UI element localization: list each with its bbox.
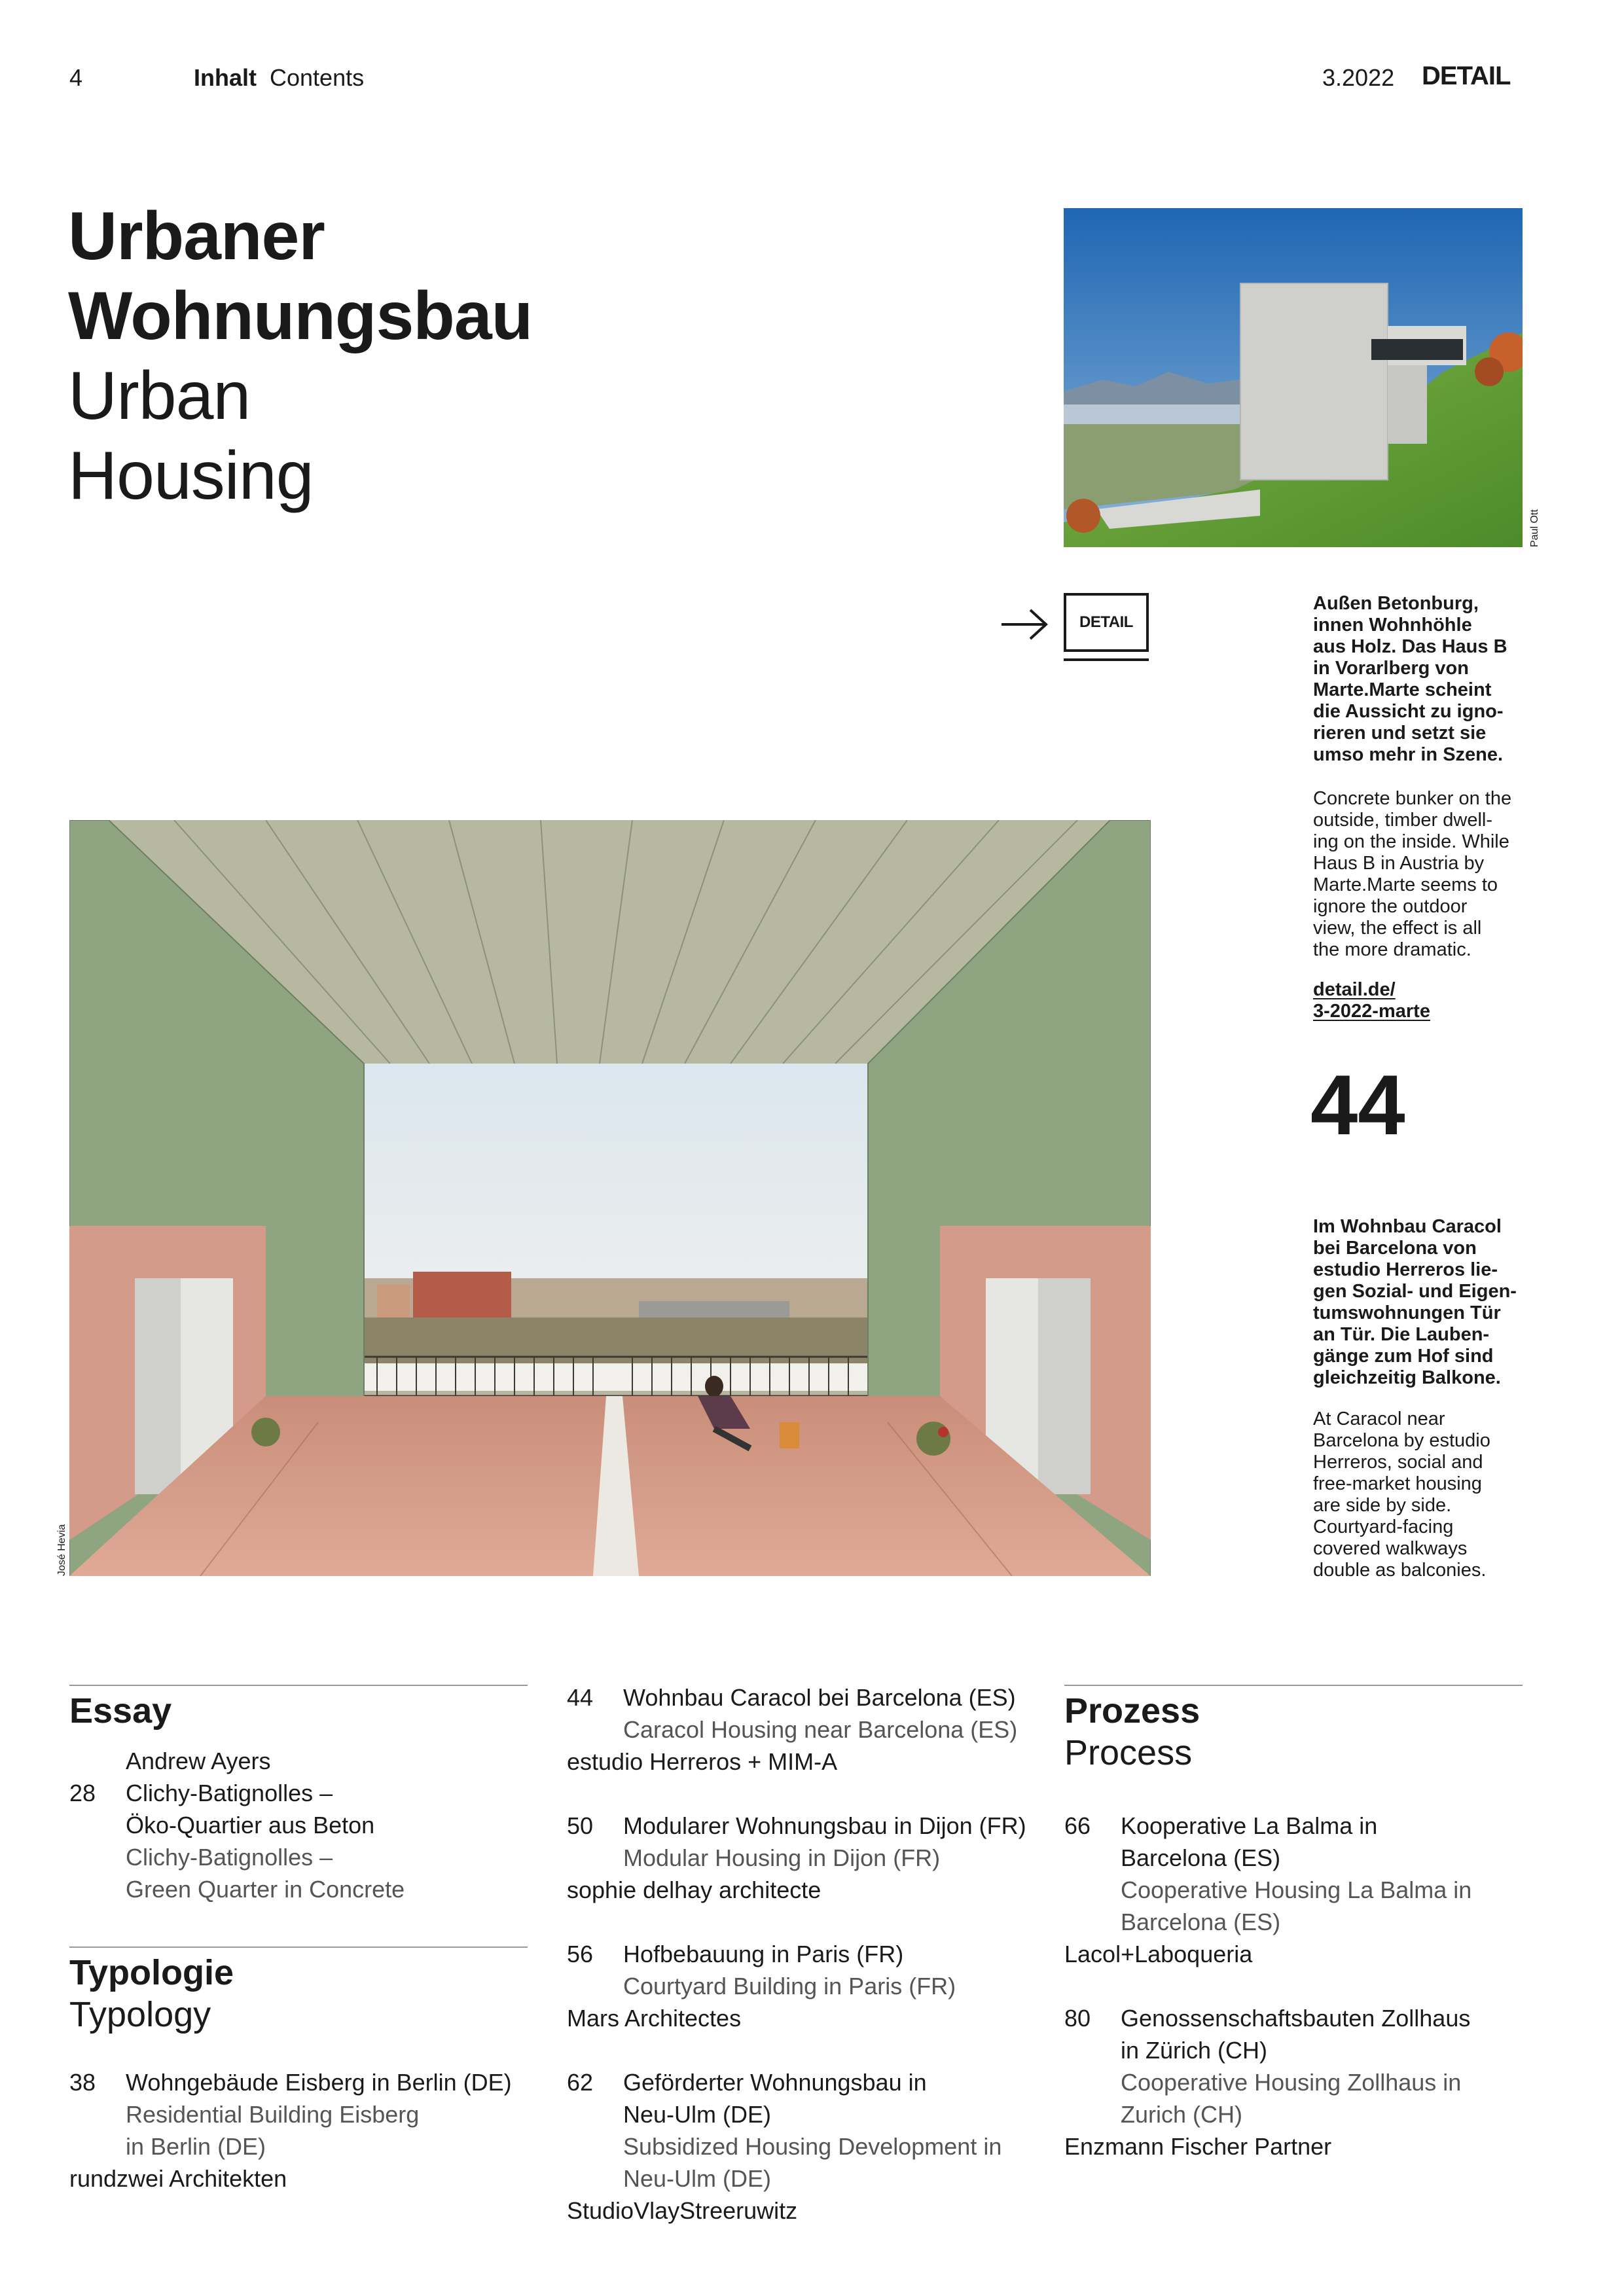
feature1-de-line: die Aussicht zu igno- <box>1313 701 1504 722</box>
page-title-de <box>68 196 532 356</box>
feature2-en-line: Herreros, social and <box>1313 1452 1483 1473</box>
toc-architect: StudioVlayStreeruwitz <box>567 2197 798 2224</box>
feature1-en-line: the more dramatic. <box>1313 939 1471 960</box>
toc-title-de: Modularer Wohnungsbau in Dijon (FR) <box>623 1812 1026 1839</box>
toc-title-de: Genossenschaftsbauten Zollhaus <box>1121 2005 1471 2032</box>
photo-haus-b-illustration <box>1064 208 1523 547</box>
toc-page-number: 44 <box>567 1684 594 1711</box>
feature1-text-en <box>1313 788 1529 961</box>
feature1-de-line: aus Holz. Das Haus B <box>1313 636 1507 657</box>
toc-title-en: Barcelona (ES) <box>1121 1909 1281 1935</box>
toc-page-number: 66 <box>1064 1812 1091 1839</box>
feature2-text-de <box>1313 1216 1529 1389</box>
toc-title-en: Cooperative Housing Zollhaus in <box>1121 2069 1462 2096</box>
section-heading-typologie <box>69 1952 234 2036</box>
essay-page-number: 28 <box>69 1780 96 1806</box>
feature1-de-line: Außen Betonburg, <box>1313 593 1479 614</box>
divider-typologie <box>69 1946 528 1948</box>
photo-credit-main: José Hevia <box>56 1524 67 1576</box>
essay-title-en-1: Clichy-Batignolles – <box>126 1844 333 1871</box>
typologie-heading-en: Typology <box>69 1995 211 2034</box>
feature1-en-line: outside, timber dwell- <box>1313 810 1492 831</box>
toc-title-de: Wohnbau Caracol bei Barcelona (ES) <box>623 1684 1016 1711</box>
section-label-en: Contents <box>270 64 365 91</box>
toc-title-de: Kooperative La Balma in <box>1121 1812 1378 1839</box>
feature2-en-line: Barcelona by estudio <box>1313 1430 1490 1451</box>
feature2-de-line: estudio Herreros lie- <box>1313 1259 1498 1280</box>
eisberg-title-en-1: Residential Building Eisberg <box>126 2101 420 2128</box>
feature2-en-line: free-market housing <box>1313 1473 1482 1494</box>
toc-entry[interactable] <box>1064 2002 1523 2162</box>
feature2-de-line: bei Barcelona von <box>1313 1238 1477 1259</box>
detail-url-line2: 3-2022-marte <box>1313 1001 1430 1022</box>
feature1-text-de <box>1313 593 1529 766</box>
toc-entry[interactable] <box>567 1681 1038 1778</box>
feature2-en-line: double as balconies. <box>1313 1560 1487 1581</box>
toc-page-number: 50 <box>567 1812 594 1839</box>
divider-essay <box>69 1685 528 1686</box>
section-label-de: Inhalt <box>194 64 257 91</box>
toc-page-number: 56 <box>567 1941 594 1967</box>
eisberg-title-de: Wohngebäude Eisberg in Berlin (DE) <box>126 2069 512 2096</box>
photo-caracol-illustration <box>69 820 1151 1576</box>
logo-underline <box>1064 658 1149 661</box>
photo-haus-b <box>1064 208 1523 547</box>
essay-title-en-2: Green Quarter in Concrete <box>126 1876 405 1903</box>
toc-architect: Mars Architectes <box>567 2005 742 2032</box>
feature2-en-line: At Caracol near <box>1313 1408 1445 1429</box>
toc-title-de: Geförderter Wohnungsbau in <box>623 2069 927 2096</box>
eisberg-architect: rundzwei Architekten <box>69 2165 287 2192</box>
toc-entry[interactable] <box>567 1938 1038 2034</box>
feature2-en-line: Courtyard-facing <box>1313 1516 1454 1537</box>
toc-title-de: in Zürich (CH) <box>1121 2037 1268 2064</box>
detail-url-line1: detail.de/ <box>1313 979 1396 1000</box>
arrow-right-icon <box>1000 605 1050 644</box>
issue-label: 3.2022 <box>1322 64 1395 91</box>
feature2-en-line: are side by side. <box>1313 1495 1452 1516</box>
prozess-heading-de: Prozess <box>1064 1691 1200 1731</box>
toc-entry[interactable] <box>567 1810 1038 1906</box>
photo-credit-top: Paul Ott <box>1529 509 1540 547</box>
toc-title-en: Cooperative Housing La Balma in <box>1121 1876 1472 1903</box>
feature-page-ref: 44 <box>1310 1057 1405 1153</box>
toc-title-en: Zurich (CH) <box>1121 2101 1242 2128</box>
feature2-de-line: gleichzeitig Balkone. <box>1313 1367 1501 1388</box>
toc-middle-column <box>567 1681 1038 2259</box>
detail-url-link[interactable] <box>1313 979 1529 1022</box>
toc-entry-essay[interactable] <box>69 1745 541 1905</box>
section-heading-essay: Essay <box>69 1691 172 1731</box>
section-heading-prozess <box>1064 1690 1200 1774</box>
toc-prozess-column <box>1064 1810 1523 2195</box>
feature2-text-en <box>1313 1408 1529 1581</box>
eisberg-page-number: 38 <box>69 2069 96 2096</box>
toc-title-en: Caracol Housing near Barcelona (ES) <box>623 1716 1018 1743</box>
page-title-en-line1: Urban <box>68 358 251 434</box>
feature2-de-line: gänge zum Hof sind <box>1313 1346 1494 1367</box>
feature2-en-line: covered walkways <box>1313 1538 1468 1559</box>
toc-entry[interactable] <box>567 2066 1038 2227</box>
feature1-en-line: Marte.Marte seems to <box>1313 874 1498 895</box>
toc-architect: Enzmann Fischer Partner <box>1064 2133 1332 2160</box>
typologie-heading-de: Typologie <box>69 1953 234 1992</box>
feature2-de-line: an Tür. Die Lauben- <box>1313 1324 1490 1345</box>
toc-architect: Lacol+Laboqueria <box>1064 1941 1253 1967</box>
feature1-en-line: view, the effect is all <box>1313 918 1482 939</box>
eisberg-title-en-2: in Berlin (DE) <box>126 2133 266 2160</box>
feature1-de-line: in Vorarlberg von <box>1313 658 1469 679</box>
toc-page-number: 62 <box>567 2069 594 2096</box>
essay-author: Andrew Ayers <box>126 1748 271 1774</box>
toc-title-en: Courtyard Building in Paris (FR) <box>623 1973 956 2000</box>
page-title-en-line2: Housing <box>68 438 314 514</box>
brand-logo: DETAIL <box>1422 62 1511 90</box>
feature1-de-line: rieren und setzt sie <box>1313 723 1487 744</box>
toc-title-en: Subsidized Housing Development in <box>623 2133 1002 2160</box>
toc-entry-eisberg[interactable] <box>69 2066 554 2195</box>
feature2-de-line: tumswohnungen Tür <box>1313 1302 1501 1323</box>
toc-page-number: 80 <box>1064 2005 1091 2032</box>
toc-architect: sophie delhay architecte <box>567 1876 821 1903</box>
feature1-en-line: ing on the inside. While <box>1313 831 1509 852</box>
toc-title-de: Barcelona (ES) <box>1121 1844 1281 1871</box>
feature2-de-line: gen Sozial- und Eigen- <box>1313 1281 1517 1302</box>
feature1-en-line: Concrete bunker on the <box>1313 788 1512 809</box>
toc-entry[interactable] <box>1064 1810 1523 1970</box>
detail-online-link[interactable]: DETAIL <box>1064 593 1149 652</box>
feature1-de-line: innen Wohnhöhle <box>1313 615 1472 636</box>
toc-architect: estudio Herreros + MIM-A <box>567 1748 838 1775</box>
prozess-heading-en: Process <box>1064 1733 1193 1772</box>
feature2-de-line: Im Wohnbau Caracol <box>1313 1216 1502 1237</box>
toc-title-de: Neu-Ulm (DE) <box>623 2101 772 2128</box>
toc-title-en: Neu-Ulm (DE) <box>623 2165 772 2192</box>
photo-caracol <box>69 820 1151 1576</box>
feature1-en-line: ignore the outdoor <box>1313 896 1468 917</box>
feature1-en-line: Haus B in Austria by <box>1313 853 1485 874</box>
toc-title-de: Hofbebauung in Paris (FR) <box>623 1941 904 1967</box>
toc-title-en: Modular Housing in Dijon (FR) <box>623 1844 941 1871</box>
feature1-de-line: umso mehr in Szene. <box>1313 744 1504 765</box>
feature1-de-line: Marte.Marte scheint <box>1313 679 1492 700</box>
essay-title-de-1: Clichy-Batignolles – <box>126 1780 333 1806</box>
page-title-de-line1: Urbaner <box>68 198 325 274</box>
essay-title-de-2: Öko-Quartier aus Beton <box>126 1812 375 1839</box>
page-title-en <box>68 356 314 516</box>
page-title-de-line2: Wohnungsbau <box>68 278 533 354</box>
divider-prozess <box>1064 1685 1523 1686</box>
page-number: 4 <box>69 64 83 91</box>
